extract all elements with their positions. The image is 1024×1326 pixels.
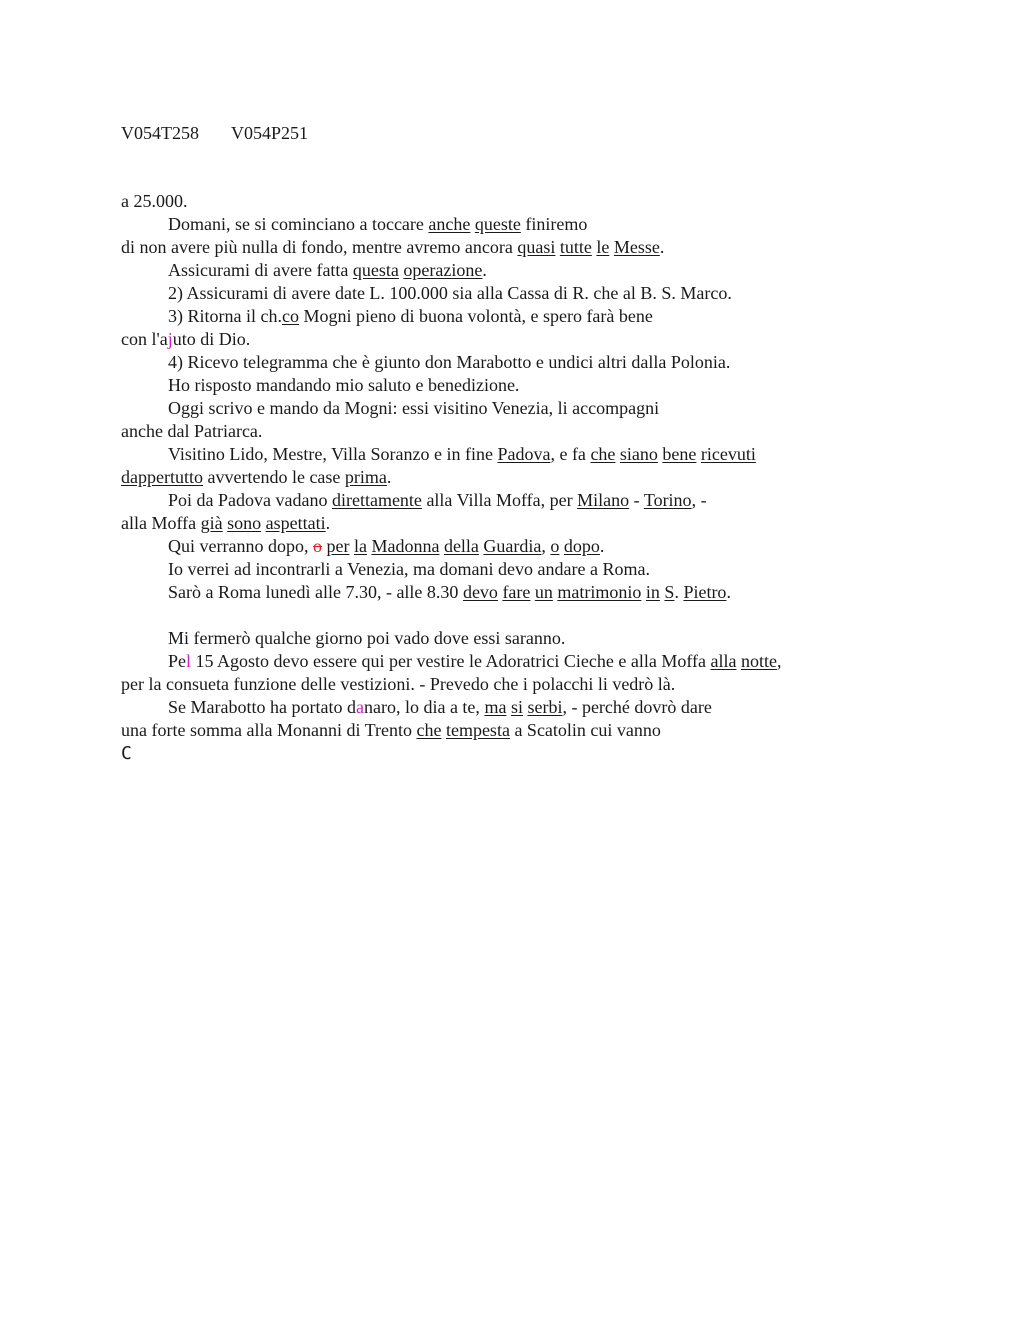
text-segment: Oggi scrivo e mando da Mogni: essi visitino Venezia, li accompagni <box>168 398 660 418</box>
text-line <box>121 604 901 627</box>
underlined-word: già <box>200 513 223 533</box>
document-body <box>121 190 901 765</box>
text-segment: uto di Dio. <box>172 329 251 349</box>
page-end-mark <box>121 742 901 765</box>
text-line <box>121 489 901 512</box>
underlined-word: aspettati <box>265 513 326 533</box>
text-segment: alla Moffa <box>121 513 201 533</box>
text-segment: 15 Agosto devo essere qui per vestire le Adoratrici Cieche e alla Moffa <box>191 651 711 671</box>
text-segment: a Scatolin cui vanno <box>509 720 661 740</box>
text-segment: C <box>121 743 132 764</box>
highlighted-correction: j <box>167 329 173 349</box>
text-segment: . <box>659 237 665 257</box>
underlined-word: co <box>281 306 299 326</box>
text-segment: finiremo <box>520 214 588 234</box>
underlined-word: Guardia <box>483 536 542 556</box>
underlined-word: della <box>443 536 479 556</box>
text-segment: alla Villa Moffa, per <box>421 490 578 510</box>
text-segment: Mi fermerò qualche giorno poi vado dove essi saranno. <box>168 628 566 648</box>
text-segment: Visitino Lido, Mestre, Villa Soranzo e in fine <box>168 444 498 464</box>
underlined-word: fare <box>502 582 531 602</box>
text-line <box>121 190 901 213</box>
text-line <box>121 351 901 374</box>
text-segment: . <box>386 467 392 487</box>
text-segment: 4) Ricevo telegramma che è giunto don Marabotto e undici altri dalla Polonia. <box>168 352 731 372</box>
underlined-word: direttamente <box>331 490 422 510</box>
text-segment: di non avere più nulla di fondo, mentre avremo ancora <box>121 237 518 257</box>
highlighted-correction: l <box>186 651 192 671</box>
text-line <box>121 466 901 489</box>
underlined-word: ricevuti <box>700 444 756 464</box>
text-line <box>121 581 901 604</box>
text-segment: anche dal Patriarca. <box>121 421 263 441</box>
underlined-word: queste <box>474 214 521 234</box>
text-segment: per la consueta funzione delle vestizioni. - Prevedo che i polacchi li vedrò là. <box>121 674 676 694</box>
text-line <box>121 305 901 328</box>
text-segment: a 25.000. <box>121 191 188 211</box>
text-segment: , <box>541 536 551 556</box>
underlined-word: tutte <box>559 237 592 257</box>
text-segment: Mogni pieno di buona volontà, e spero farà bene <box>298 306 653 326</box>
text-segment: , - <box>691 490 707 510</box>
underlined-word: anche <box>428 214 471 234</box>
struck-correction: o <box>312 536 322 556</box>
text-segment: una forte somma alla Monanni di Trento <box>121 720 417 740</box>
text-line <box>121 397 901 420</box>
text-segment: Ho risposto mandando mio saluto e benedizione. <box>168 375 520 395</box>
underlined-word: sono <box>227 513 262 533</box>
text-segment: . <box>674 582 684 602</box>
text-segment: Assicurami di avere fatta <box>168 260 353 280</box>
underlined-word: dopo <box>563 536 600 556</box>
text-segment: , <box>777 651 782 671</box>
text-segment: Poi da Padova vadano <box>168 490 332 510</box>
text-line <box>121 236 901 259</box>
text-segment: 3) Ritorna il ch. <box>168 306 282 326</box>
underlined-word: bene <box>662 444 697 464</box>
underlined-word: questa <box>352 260 399 280</box>
underlined-word: siano <box>619 444 658 464</box>
underlined-word: dappertutto <box>121 467 203 487</box>
text-segment: . <box>325 513 331 533</box>
underlined-word: tempesta <box>445 720 510 740</box>
text-segment: - <box>629 490 644 510</box>
underlined-word: o <box>550 536 560 556</box>
text-segment: avvertendo le case <box>202 467 345 487</box>
text-segment: 2) Assicurami di avere date L. 100.000 sia alla Cassa di R. che al B. S. Marco. <box>168 283 732 303</box>
underlined-word: si <box>510 697 523 717</box>
underlined-word: Pietro <box>683 582 727 602</box>
underlined-word: operazione <box>403 260 483 280</box>
underlined-word: Messe <box>613 237 660 257</box>
text-line <box>121 650 901 673</box>
underlined-word: devo <box>462 582 498 602</box>
text-segment: Pe <box>168 651 186 671</box>
text-segment: Qui verranno dopo, <box>168 536 313 556</box>
underlined-word: S <box>664 582 675 602</box>
text-line <box>121 558 901 581</box>
text-line <box>121 673 901 696</box>
text-segment: naro, lo dia a te, <box>363 697 485 717</box>
document-header <box>121 122 308 144</box>
text-segment: , - perché dovrò dare <box>562 697 712 717</box>
text-line <box>121 627 901 650</box>
text-line <box>121 443 901 466</box>
underlined-word: Torino <box>643 490 692 510</box>
text-segment: . <box>599 536 605 556</box>
text-segment: . <box>482 260 487 280</box>
underlined-word: notte <box>741 651 778 671</box>
text-segment: con l'a <box>121 329 168 349</box>
underlined-word: quasi <box>517 237 556 257</box>
text-segment: Se Marabotto ha portato d <box>168 697 356 717</box>
underlined-word: alla <box>710 651 737 671</box>
text-line <box>121 719 901 742</box>
underlined-word: che <box>590 444 616 464</box>
text-line <box>121 512 901 535</box>
text-segment: Domani, se si cominciano a toccare <box>168 214 429 234</box>
text-line <box>121 259 901 282</box>
text-segment: . <box>726 582 731 602</box>
text-line <box>121 213 901 236</box>
text-line <box>121 282 901 305</box>
underlined-word: Milano <box>577 490 630 510</box>
underlined-word: un <box>534 582 553 602</box>
underlined-word: matrimonio <box>557 582 642 602</box>
underlined-word: le <box>596 237 610 257</box>
document-code-text: V054T258 <box>121 123 199 143</box>
text-segment: Io verrei ad incontrarli a Venezia, ma domani devo andare a Roma. <box>168 559 650 579</box>
underlined-word: per <box>326 536 350 556</box>
text-line <box>121 328 901 351</box>
underlined-word: la <box>353 536 367 556</box>
underlined-word: Madonna <box>371 536 440 556</box>
page-code-text: V054P251 <box>231 123 309 143</box>
highlighted-correction: a <box>355 697 364 717</box>
underlined-word: prima <box>344 467 387 487</box>
text-line <box>121 535 901 558</box>
underlined-word: ma <box>484 697 507 717</box>
underlined-word: che <box>416 720 442 740</box>
text-line <box>121 696 901 719</box>
text-line <box>121 420 901 443</box>
underlined-word: in <box>645 582 660 602</box>
text-segment: Sarò a Roma lunedì alle 7.30, - alle 8.30 <box>168 582 463 602</box>
underlined-word: serbi <box>527 697 563 717</box>
text-segment: , e fa <box>550 444 591 464</box>
underlined-word: Padova <box>497 444 551 464</box>
text-line <box>121 374 901 397</box>
